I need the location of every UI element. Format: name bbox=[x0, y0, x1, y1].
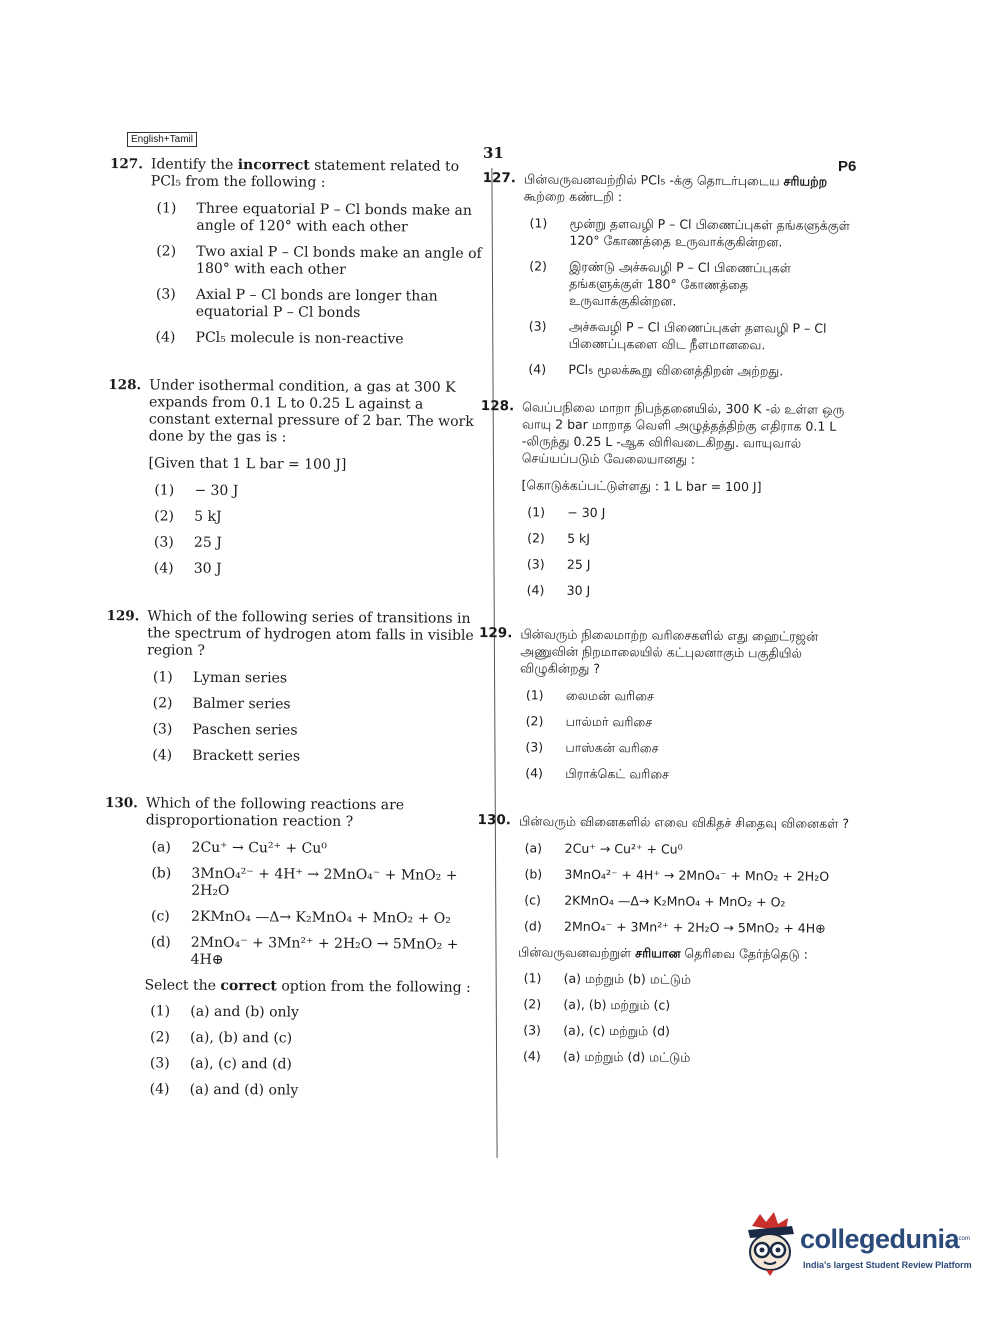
question-number: 128. bbox=[480, 398, 515, 415]
question-130-en bbox=[98, 795, 480, 1110]
reaction: (d) 2MnO₄⁻ + 3Mn²⁺ + 2H₂O → 5MnO₂ + 4H⊕ bbox=[524, 918, 826, 936]
question-number: 129. bbox=[106, 608, 140, 625]
reaction: (c) 2KMnO₄ —Δ→ K₂MnO₄ + MnO₂ + O₂ bbox=[524, 892, 786, 910]
option[interactable]: (1) − 30 J bbox=[154, 482, 239, 500]
option[interactable]: (1) − 30 J bbox=[527, 504, 606, 521]
question-128-ta bbox=[475, 398, 857, 610]
logo-tagline: India's largest Student Review Platform bbox=[803, 1260, 972, 1270]
option[interactable]: (2) (a), (b) and (c) bbox=[150, 1029, 293, 1047]
reaction: (c) 2KMnO₄ —Δ→ K₂MnO₄ + MnO₂ + O₂ bbox=[150, 908, 451, 927]
option[interactable]: (2) Two axial P – Cl bonds make an angle of 180° with each other bbox=[156, 243, 482, 278]
question-number: 127. bbox=[109, 156, 143, 173]
option[interactable]: (3) 25 J bbox=[526, 556, 591, 572]
option[interactable]: (1) (a) மற்றும் (b) மட்டும் bbox=[523, 970, 692, 987]
language-tag: English+Tamil bbox=[127, 132, 197, 147]
reaction: (b) 3MnO₄²⁻ + 4H⁺ → 2MnO₄⁻ + MnO₂ + 2H₂O bbox=[524, 866, 830, 884]
page-number: 31 bbox=[483, 144, 504, 162]
logo-wordmark: collegedunia bbox=[800, 1224, 960, 1254]
option[interactable]: (1) மூன்று தளவழி P – Cl பிணைப்புகள் தங்களுக்குள் 120° கோணத்தை உருவாக்குகின்றன. bbox=[529, 215, 851, 250]
question-number: 130. bbox=[104, 795, 138, 812]
question-stem: பின்வருவனவற்றில் PCl₅ -க்கு தொடர்புடைய சரியற்ற கூற்றை கண்டறி : bbox=[523, 171, 828, 205]
question-129-ta bbox=[473, 625, 854, 793]
option[interactable]: (3) Paschen series bbox=[152, 721, 298, 739]
option[interactable]: (2) Balmer series bbox=[152, 695, 291, 713]
option[interactable]: (3) பாஸ்கன் வரிசை bbox=[525, 739, 659, 756]
option[interactable]: (4) 30 J bbox=[153, 560, 222, 577]
question-number: 129. bbox=[478, 625, 513, 642]
option[interactable]: (3) Axial P – Cl bonds are longer than equatorial P – Cl bonds bbox=[155, 286, 438, 322]
reaction: (d) 2MnO₄⁻ + 3Mn²⁺ + 2H₂O → 5MnO₂ + 4H⊕ bbox=[150, 934, 459, 968]
option[interactable]: (4) பிராக்கெட் வரிசை bbox=[525, 765, 670, 782]
reaction: (a) 2Cu⁺ → Cu²⁺ + Cu⁰ bbox=[524, 840, 683, 857]
question-number: 127. bbox=[482, 170, 516, 187]
collegedunia-logo[interactable] bbox=[742, 1210, 972, 1280]
question-stem: Under isothermal condition, a gas at 300 K expands from 0.1 L to 0.25 L against a constant external pressure of 2 bar. The work done by the gas is : bbox=[148, 377, 474, 446]
option[interactable]: (2) (a), (b) மற்றும் (c) bbox=[523, 996, 671, 1013]
option[interactable]: (3) (a), (c) and (d) bbox=[149, 1055, 292, 1073]
option[interactable]: (1) Three equatorial P – Cl bonds make an angle of 120° with each other bbox=[156, 200, 473, 236]
reaction: (b) 3MnO₄²⁻ + 4H⁺ → 2MnO₄⁻ + MnO₂ + 2H₂O bbox=[151, 865, 458, 899]
select-instruction: பின்வருவனவற்றுள் சரியான தெரிவை தேர்ந்தெடு : bbox=[517, 944, 808, 962]
question-129-en bbox=[100, 608, 481, 776]
question-130-ta bbox=[471, 812, 853, 1076]
tamil-column bbox=[471, 170, 858, 1088]
option[interactable]: (1) லைமன் வரிசை bbox=[525, 687, 655, 704]
question-stem: வெப்பநிலை மாறா நிபந்தனையில், 300 K -ல் உள்ள ஒரு வாயு 2 bar மாறாத வெளி அழுத்தத்திற்கு எதிராக 0.1 L -லிருந்து 0.25 L -ஆக விரிவடைகிறது. வாயுவால் செய்யப்படும் வேலையானது : bbox=[521, 399, 845, 467]
logo-suffix: .com bbox=[957, 1236, 971, 1242]
question-number: 130. bbox=[477, 812, 511, 829]
question-stem: Identify the incorrect statement related to PCl₅ from the following : bbox=[150, 156, 460, 191]
question-128-en bbox=[102, 377, 484, 589]
question-number: 128. bbox=[108, 377, 142, 394]
option[interactable]: (3) (a), (c) மற்றும் (d) bbox=[523, 1022, 671, 1039]
select-instruction: Select the correct option from the following : bbox=[144, 977, 471, 996]
option[interactable]: (1) Lyman series bbox=[152, 669, 288, 687]
option[interactable]: (3) 25 J bbox=[153, 534, 222, 551]
option[interactable]: (3) அச்சுவழி P – Cl பிணைப்புகள் தளவழி P – Cl பிணைப்புகளை விட நீளமானவை. bbox=[528, 318, 827, 353]
option[interactable]: (2) 5 kJ bbox=[527, 530, 591, 546]
question-stem: பின்வரும் நிலைமாற்ற வரிசைகளில் எது ஹைட்ரஜன் அணுவின் நிறமாலையில் கட்புலனாகும் பகுதியில் விழுகின்றது ? bbox=[520, 626, 819, 676]
reaction: (a) 2Cu⁺ → Cu²⁺ + Cu⁰ bbox=[151, 839, 327, 857]
option[interactable]: (4) PCl₅ மூலக்கூறு வினைத்திறன் அற்றது. bbox=[528, 361, 784, 379]
question-127-ta bbox=[476, 170, 858, 389]
option[interactable]: (4) (a) and (d) only bbox=[149, 1081, 299, 1099]
option[interactable]: (4) 30 J bbox=[526, 582, 591, 598]
option[interactable]: (2) 5 kJ bbox=[154, 508, 222, 525]
question-stem: Which of the following reactions are disproportionation reaction ? bbox=[145, 795, 405, 830]
option[interactable]: (4) Brackett series bbox=[152, 747, 301, 765]
question-stem: Which of the following series of transitions in the spectrum of hydrogen atom falls in visible region ? bbox=[147, 608, 474, 659]
english-column bbox=[97, 156, 485, 1122]
given-note: [Given that 1 L bar = 100 J] bbox=[148, 455, 347, 473]
booklet-code: P6 bbox=[838, 158, 857, 175]
given-note: [கொடுக்கப்பட்டுள்ளது : 1 L bar = 100 J] bbox=[521, 477, 762, 495]
question-127-en bbox=[103, 156, 485, 358]
option[interactable]: (1) (a) and (b) only bbox=[150, 1003, 300, 1021]
option[interactable]: (2) பால்மர் வரிசை bbox=[525, 713, 653, 730]
mascot-icon bbox=[742, 1212, 798, 1278]
question-stem: பின்வரும் வினைகளில் எவை விகிதச் சிதைவு வினைகள் ? bbox=[518, 813, 850, 831]
option[interactable]: (2) இரண்டு அச்சுவழி P – Cl பிணைப்புகள் தங்களுக்குள் 180° கோணத்தை உருவாக்குகின்றன. bbox=[529, 258, 792, 309]
option[interactable]: (4) PCl₅ molecule is non-reactive bbox=[155, 329, 404, 348]
option[interactable]: (4) (a) மற்றும் (d) மட்டும் bbox=[522, 1048, 691, 1065]
